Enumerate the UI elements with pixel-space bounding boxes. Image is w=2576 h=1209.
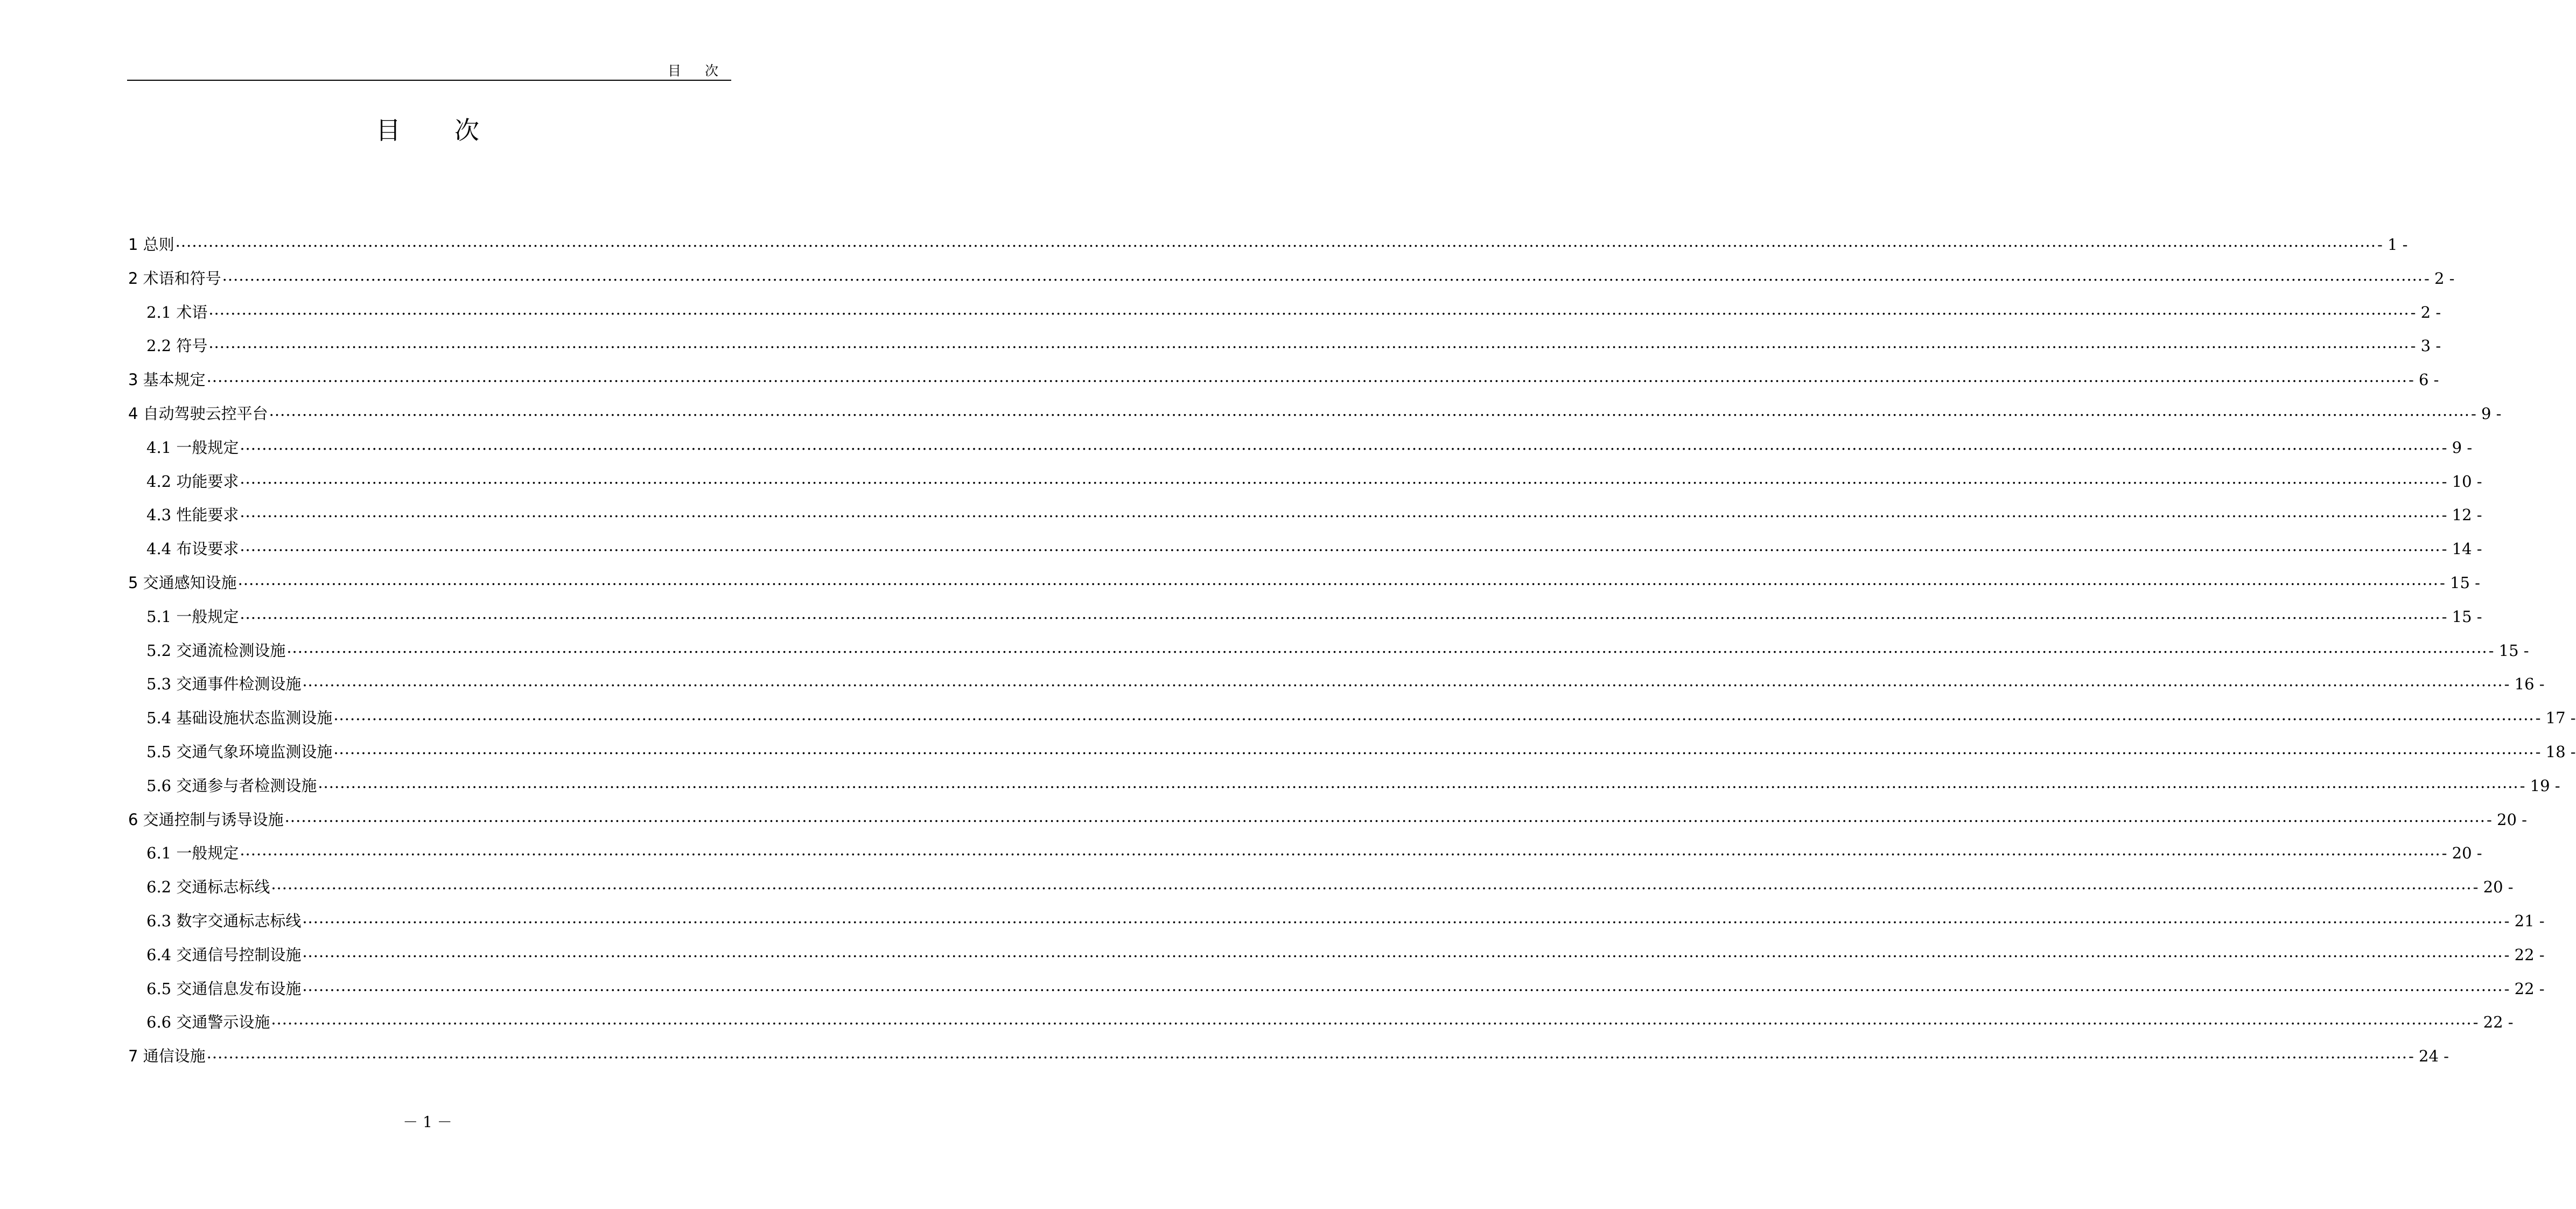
toc-entry-label: 5 交通感知设施 [128,573,237,592]
toc-entry-label: 6.3 数字交通标志标线 [146,911,302,930]
toc-dot-leader: ................................................................................................................................................................................................................................................................................................................................................................................................................ [237,570,2439,589]
toc-dot-leader: ................................................................................................................................................................................................................................................................................................................................................................................................................ [240,502,2441,521]
toc-entry-page: - 20 - [2441,844,2482,863]
toc-entry-page: - 6 - [2408,371,2439,389]
toc-entry[interactable] [128,600,2482,634]
toc-entry-page: - 20 - [2473,878,2514,897]
toc-dot-leader: ................................................................................................................................................................................................................................................................................................................................................................................................................ [206,367,2407,386]
toc-entry[interactable] [128,701,2576,735]
toc-entry[interactable] [128,431,2473,465]
toc-entry-label: 5.2 交通流检测设施 [146,641,286,660]
running-header-title: 目 次 [668,63,728,79]
toc-entry[interactable] [128,228,2408,262]
toc-entry-label: 6.4 交通信号控制设施 [146,945,302,964]
toc-entry[interactable] [128,532,2482,566]
toc-entry[interactable] [128,904,2545,938]
toc-dot-leader: ................................................................................................................................................................................................................................................................................................................................................................................................................ [240,841,2441,859]
toc-entry-page: - 22 - [2473,1013,2514,1032]
toc-entry-label: 6.2 交通标志标线 [146,878,270,897]
toc-entry-label: 4 自动驾驶云控平台 [128,404,268,423]
toc-entry[interactable] [128,870,2514,904]
toc-entry-page: - 24 - [2408,1047,2449,1066]
toc-dot-leader: ................................................................................................................................................................................................................................................................................................................................................................................................................ [222,265,2423,284]
toc-entry[interactable] [128,634,2529,668]
toc-dot-leader: ................................................................................................................................................................................................................................................................................................................................................................................................................ [240,435,2441,453]
toc-entry-page: - 15 - [2439,573,2480,592]
toc-entry[interactable] [128,363,2439,397]
toc-entry-page: - 1 - [2377,235,2408,254]
toc-entry[interactable] [128,938,2545,972]
toc-dot-leader: ................................................................................................................................................................................................................................................................................................................................................................................................................ [208,333,2410,352]
toc-dot-leader: ................................................................................................................................................................................................................................................................................................................................................................................................................ [208,299,2410,318]
toc-entry-label: 6 交通控制与诱导设施 [128,810,284,829]
toc-entry-page: - 15 - [2441,607,2482,626]
toc-entry-page: - 10 - [2441,472,2482,491]
toc-entry-label: 2.1 术语 [146,303,208,322]
toc-entry-page: - 9 - [2470,404,2502,423]
toc-dot-leader: ................................................................................................................................................................................................................................................................................................................................................................................................................ [302,942,2503,961]
toc-dot-leader: ................................................................................................................................................................................................................................................................................................................................................................................................................ [302,672,2503,690]
toc-dot-leader: ................................................................................................................................................................................................................................................................................................................................................................................................................ [271,1010,2472,1029]
toc-entry[interactable] [128,566,2480,600]
toc-dot-leader: ................................................................................................................................................................................................................................................................................................................................................................................................................ [240,536,2441,555]
toc-entry-label: 4.1 一般规定 [146,438,239,457]
toc-entry-label: 2.2 符号 [146,337,208,355]
toc-entry-page: - 9 - [2441,438,2473,457]
toc-entry-page: - 12 - [2441,506,2482,525]
toc-entry-label: 4.2 功能要求 [146,472,239,491]
toc-entry-label: 6.1 一般规定 [146,844,239,863]
toc-entry-label: 6.6 交通警示设施 [146,1013,270,1032]
running-header [127,59,731,81]
toc-entry[interactable] [128,836,2482,870]
page-number: － 1 － [403,1113,452,1131]
toc-entry[interactable] [128,397,2502,431]
toc-entry-page: - 2 - [2424,269,2455,288]
toc-entry[interactable] [128,769,2560,803]
toc-entry[interactable] [128,803,2527,837]
toc-entry-page: - 18 - [2535,742,2576,761]
toc-entry[interactable] [128,972,2545,1006]
toc-entry[interactable] [128,498,2482,532]
toc-dot-leader: ................................................................................................................................................................................................................................................................................................................................................................................................................ [302,908,2503,927]
toc-entry[interactable] [128,735,2576,769]
toc-entry-label: 3 基本规定 [128,371,206,389]
toc-entry-page: - 21 - [2504,911,2545,930]
toc-dot-leader: ................................................................................................................................................................................................................................................................................................................................................................................................................ [284,807,2486,826]
toc-dot-leader: ................................................................................................................................................................................................................................................................................................................................................................................................................ [318,773,2519,792]
toc-dot-leader: ................................................................................................................................................................................................................................................................................................................................................................................................................ [333,739,2535,758]
toc-entry-page: - 17 - [2535,709,2576,728]
toc-entry-label: 4.4 布设要求 [146,540,239,558]
toc-entry-label: 2 术语和符号 [128,269,221,288]
toc-entry-page: - 20 - [2486,810,2527,829]
toc-entry[interactable] [128,262,2455,296]
toc-dot-leader: ................................................................................................................................................................................................................................................................................................................................................................................................................ [286,638,2488,656]
toc-entry-label: 1 总则 [128,235,174,254]
toc-entry[interactable] [128,329,2441,363]
toc-dot-leader: ................................................................................................................................................................................................................................................................................................................................................................................................................ [302,976,2503,995]
toc-dot-leader: ................................................................................................................................................................................................................................................................................................................................................................................................................ [333,705,2535,724]
toc-dot-leader: ................................................................................................................................................................................................................................................................................................................................................................................................................ [269,401,2470,420]
toc-entry[interactable] [128,1005,2514,1039]
toc-entry-label: 6.5 交通信息发布设施 [146,979,302,998]
toc-entry-label: 5.3 交通事件检测设施 [146,675,302,694]
toc-entry-label: 5.1 一般规定 [146,607,239,626]
toc-entry-page: - 19 - [2519,776,2560,795]
toc-entry[interactable] [128,667,2545,701]
toc-dot-leader: ................................................................................................................................................................................................................................................................................................................................................................................................................ [271,875,2472,893]
toc-entry-page: - 22 - [2504,979,2545,998]
page-title: 目次 [376,116,533,145]
toc-dot-leader: ................................................................................................................................................................................................................................................................................................................................................................................................................ [175,232,2376,250]
table-of-contents [128,228,2576,1073]
toc-entry-page: - 3 - [2410,337,2441,355]
toc-dot-leader: ................................................................................................................................................................................................................................................................................................................................................................................................................ [240,469,2441,487]
toc-entry-label: 5.4 基础设施状态监测设施 [146,709,333,728]
toc-entry-label: 5.5 交通气象环境监测设施 [146,742,333,761]
toc-dot-leader: ................................................................................................................................................................................................................................................................................................................................................................................................................ [206,1044,2407,1063]
toc-entry[interactable] [128,1039,2449,1073]
toc-entry-page: - 16 - [2504,675,2545,694]
toc-entry-page: - 14 - [2441,540,2482,558]
toc-entry-label: 4.3 性能要求 [146,506,239,525]
toc-entry[interactable] [128,465,2482,499]
toc-entry-page: - 15 - [2488,641,2529,660]
toc-entry-label: 5.6 交通参与者检测设施 [146,776,317,795]
toc-entry-page: - 22 - [2504,945,2545,964]
toc-entry-page: - 2 - [2410,303,2441,322]
toc-entry[interactable] [128,296,2441,330]
toc-dot-leader: ................................................................................................................................................................................................................................................................................................................................................................................................................ [240,604,2441,623]
toc-entry-label: 7 通信设施 [128,1047,206,1066]
